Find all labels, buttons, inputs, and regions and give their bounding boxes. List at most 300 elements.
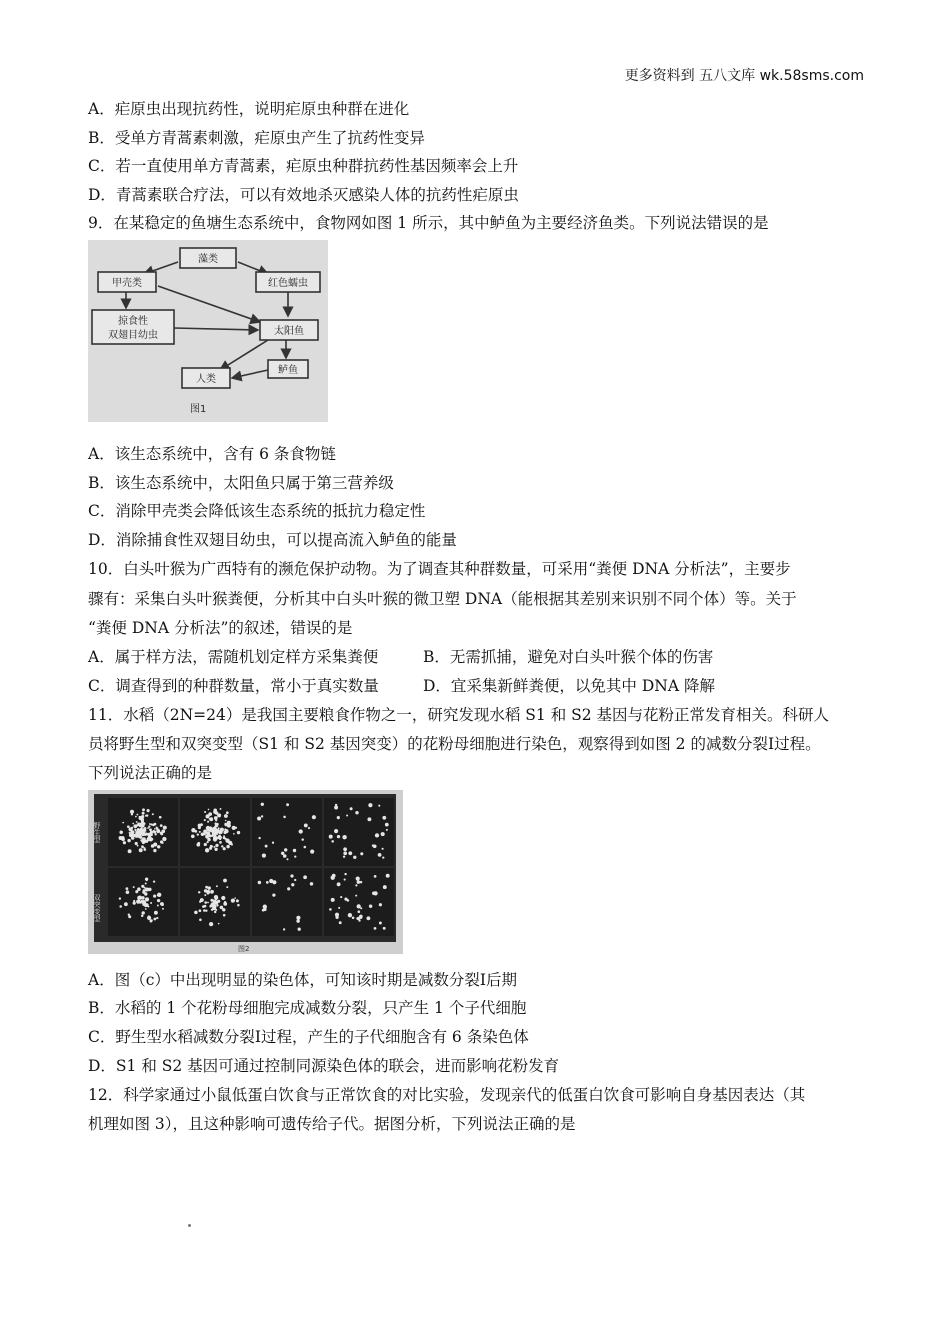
chromosome-speck [214, 911, 216, 913]
svg-text:藻类: 藻类 [198, 254, 218, 265]
chromosome-speck [119, 897, 121, 899]
chromosome-speck [214, 895, 218, 899]
chromosome-speck [386, 874, 390, 878]
chromosome-speck [359, 915, 363, 919]
chromosome-speck [207, 832, 209, 834]
chromosome-speck [132, 823, 134, 825]
chromosome-speck [199, 831, 201, 833]
chromosome-speck [200, 823, 203, 826]
chromosome-speck [207, 886, 210, 889]
q11-option-b: B．水稻的 1 个花粉母细胞完成减数分裂，只产生 1 个子代细胞 [88, 999, 527, 1017]
q11-stem-line-3: 下列说法正确的是 [88, 764, 213, 782]
chromosome-speck [121, 837, 125, 841]
chromosome-speck [265, 845, 268, 848]
chromosome-speck [378, 853, 382, 857]
chromosome-speck [216, 885, 218, 887]
chromosome-speck [197, 842, 200, 845]
chromosome-speck [133, 886, 135, 888]
chromosome-speck [334, 806, 338, 810]
chromosome-speck [141, 824, 143, 826]
q9-option-d: D．消除捕食性双翅目幼虫，可以提高流入鲈鱼的能量 [88, 531, 457, 549]
chromosome-speck [347, 899, 350, 902]
chromosome-speck [211, 902, 213, 904]
chromosome-speck [294, 879, 296, 881]
chromosome-speck [234, 897, 236, 899]
q8-option-d: D．青蒿素联合疗法，可以有效地杀灭感染人体的抗药性疟原虫 [88, 186, 519, 204]
chromosome-speck [261, 815, 263, 817]
chromosome-speck [144, 887, 146, 889]
chromosome-speck [358, 919, 360, 921]
svg-text:掠食性: 掠食性 [118, 316, 148, 327]
chromosome-speck [310, 882, 313, 885]
chromosome-speck [221, 845, 223, 847]
chromosome-speck [308, 827, 310, 829]
chromosome-speck [231, 899, 235, 903]
q10-stem-line-1: 10．白头叶猴为广西特有的濒危保护动物。为了调查其种群数量，可采用“粪便 DNA 分析法”，主要步 [88, 560, 791, 578]
chromosome-speck [205, 910, 207, 912]
chromosome-speck [261, 803, 264, 806]
chromosome-speck [291, 883, 294, 886]
q10-option-a: A．属于样方法，需随机划定样方采集粪便 [88, 648, 379, 666]
chromosome-speck [142, 831, 145, 834]
chromosome-speck [163, 826, 167, 830]
chromosome-speck [197, 833, 199, 835]
chromosome-speck [355, 884, 357, 886]
chromosome-speck [152, 813, 154, 815]
chromosome-speck [383, 927, 386, 930]
chromosome-speck [223, 847, 226, 850]
chromosome-speck [304, 823, 308, 827]
chromosome-speck [342, 835, 346, 839]
svg-text:人类: 人类 [196, 374, 216, 385]
chromosome-speck [331, 840, 334, 843]
chromosome-speck [126, 890, 130, 894]
chromosome-speck [206, 814, 210, 818]
chromosome-speck [137, 828, 140, 831]
chromosome-speck [257, 816, 261, 820]
chromosome-speck [160, 824, 163, 827]
chromosome-speck [304, 846, 307, 849]
chromosome-speck [218, 836, 221, 839]
chromosome-speck [142, 812, 145, 815]
chromosome-speck [142, 808, 145, 811]
chromosome-speck [350, 807, 353, 810]
chromosome-speck [223, 831, 226, 834]
chromosome-speck [298, 928, 301, 931]
chromosome-speck [194, 911, 198, 915]
site-header: 更多资料到 五八文库 wk.58sms.com [624, 68, 864, 84]
chromosome-speck [224, 901, 226, 903]
q9-stem: 9．在某稳定的鱼塘生态系统中，食物网如图 1 所示，其中鲈鱼为主要经济鱼类。下列说法错误的是 [88, 214, 769, 232]
edge-sunfish-human [220, 340, 268, 370]
q8-option-c: C．若一直使用单方青蒿素，疟原虫种群抗药性基因频率会上升 [88, 157, 519, 175]
chromosome-speck [130, 810, 134, 814]
chromosome-speck [154, 823, 157, 826]
chromosome-speck [135, 890, 138, 893]
chromosome-speck [144, 840, 146, 842]
chromosome-speck [144, 848, 146, 850]
chromosome-speck [360, 907, 362, 909]
edge-bass-human [232, 370, 268, 378]
chromosome-speck [214, 822, 216, 824]
chromosome-speck [258, 881, 261, 884]
chromosome-speck [210, 845, 213, 848]
svg-text:甲壳类: 甲壳类 [112, 278, 142, 289]
q10-options-row-1 [88, 646, 713, 668]
chromosome-speck [204, 843, 207, 846]
chromosome-speck [212, 829, 216, 833]
chromosome-speck [368, 803, 372, 807]
chromosome-speck [367, 817, 371, 821]
q10-option-c: C．调查得到的种群数量，常小于真实数量 [88, 677, 379, 695]
chromosome-speck [215, 909, 217, 911]
chromosome-speck [201, 833, 205, 837]
chromosome-speck [141, 896, 145, 900]
chromosome-speck [344, 879, 346, 881]
chromosome-speck [145, 815, 147, 817]
chromosome-speck [357, 904, 361, 908]
chromosome-speck [369, 904, 372, 907]
chromosome-speck [337, 882, 341, 886]
q10-option-d: D．宜采集新鲜粪便，以免其中 DNA 降解 [423, 677, 715, 695]
chromosome-speck [160, 833, 163, 836]
chromosome-speck [146, 879, 148, 881]
q10-stem-line-3: “粪便 DNA 分析法”的叙述，错误的是 [88, 619, 353, 637]
chromosome-speck [375, 833, 379, 837]
svg-text:太阳鱼: 太阳鱼 [274, 326, 304, 337]
chromosome-speck [329, 835, 333, 839]
chromosome-speck [283, 816, 286, 819]
q11-option-c: C．野生型水稻减数分裂Ⅰ过程，产生的子代细胞含有 6 条染色体 [88, 1028, 529, 1046]
chromosome-speck [142, 900, 146, 904]
q10-option-b: B．无需抓捕，避免对白头叶猴个体的伤害 [423, 648, 714, 666]
q8-option-a: A．疟原虫出现抗药性，说明疟原虫种群在进化 [88, 100, 410, 118]
chromosome-speck [286, 803, 289, 806]
chromosome-speck [162, 908, 164, 910]
chromosome-speck [348, 913, 352, 917]
chromosome-speck [272, 842, 274, 844]
figure-1-caption: 图1 [190, 404, 207, 415]
chromosome-speck [331, 876, 335, 880]
chromosome-speck [334, 829, 338, 833]
node-crustacean [98, 272, 156, 292]
figure-2-caption: 图2 [238, 945, 250, 953]
chromosome-speck [154, 828, 156, 830]
chromosome-speck [296, 916, 300, 920]
chromosome-speck [119, 905, 122, 908]
chromosome-speck [226, 811, 229, 814]
chromosome-speck [223, 879, 227, 883]
chromosome-speck [207, 821, 209, 823]
chromosome-speck [213, 846, 215, 848]
chromosome-speck [262, 854, 266, 858]
chromosome-speck [136, 821, 138, 823]
chromosome-speck [353, 856, 356, 859]
q11-stem-line-1: 11．水稻（2N=24）是我国主要粮食作物之一，研究发现水稻 S1 和 S2 基因与花粉正常发育相关。科研人 [88, 706, 830, 724]
chromosome-speck [220, 808, 222, 810]
row-label-double-mutant: 双突变型 [93, 894, 101, 922]
chromosome-speck [337, 816, 340, 819]
chromosome-speck [198, 826, 201, 829]
chromosome-speck [161, 904, 163, 906]
chromosome-speck [153, 895, 156, 898]
node-bass [268, 360, 308, 378]
chromosome-speck [355, 811, 358, 814]
chromosome-speck [269, 879, 273, 883]
chromosome-speck [139, 848, 143, 852]
chromosome-speck [157, 899, 160, 902]
chromosome-speck [157, 905, 159, 907]
chromosome-speck [263, 908, 266, 911]
food-web-figure [88, 240, 328, 422]
chromosome-speck [287, 887, 290, 890]
chromosome-speck [162, 837, 166, 841]
chromosome-speck [207, 902, 209, 904]
chromosome-speck [153, 849, 156, 852]
chromosome-speck [357, 910, 360, 913]
q10-stem-line-2: 骤有：采集白头叶猴粪便，分析其中白头叶猴的微卫塑 DNA（能根据其差别来识别不同个体）等。关于 [88, 590, 797, 608]
chromosome-speck [209, 818, 211, 820]
chromosome-speck [224, 838, 226, 840]
chromosome-speck [208, 809, 210, 811]
chromosome-speck [199, 918, 202, 921]
chromosome-speck [148, 906, 150, 908]
chromosome-speck [233, 833, 235, 835]
chromosome-speck [237, 904, 240, 907]
chromosome-speck [283, 928, 285, 930]
chromosome-speck [299, 829, 303, 833]
chromosome-speck [147, 833, 150, 836]
chromosome-speck [235, 827, 237, 829]
chromosome-speck [131, 831, 134, 834]
chromosome-speck [154, 911, 158, 915]
chromosome-speck [343, 851, 347, 855]
chromosome-speck [144, 892, 147, 895]
chromosome-speck [135, 831, 139, 835]
q9-option-c: C．消除甲壳类会降低该生态系统的抵抗力稳定性 [88, 502, 426, 520]
chromosome-speck [266, 881, 269, 884]
chromosome-speck [210, 891, 213, 894]
chromosome-speck [148, 826, 150, 828]
chromosome-speck [312, 815, 316, 819]
row-label-wild-type: 野生型 [93, 822, 101, 843]
chromosome-speck [204, 819, 206, 821]
chromosome-speck [145, 908, 147, 910]
chromosome-speck [207, 838, 210, 841]
chromosome-speck [352, 917, 355, 920]
q11-option-a: A．图（c）中出现明显的染色体，可知该时期是减数分裂Ⅰ后期 [88, 971, 517, 989]
chromosome-speck [161, 842, 163, 844]
micrograph-panel [252, 868, 322, 936]
chromosome-speck [122, 836, 124, 838]
q12-stem-line-2: 机理如图 3），且这种影响可遗传给子代。据图分析，下列说法正确的是 [88, 1115, 576, 1133]
chromosome-speck [128, 849, 132, 853]
chromosome-speck [124, 902, 128, 906]
chromosome-speck [150, 902, 152, 904]
chromosome-speck [343, 856, 345, 858]
q9-option-a: A．该生态系统中，含有 6 条食物链 [88, 445, 336, 463]
chromosome-speck [191, 828, 195, 832]
node-human [182, 368, 230, 388]
chromosome-speck [214, 848, 217, 851]
chromosome-speck [198, 891, 200, 893]
chromosome-speck [294, 855, 296, 857]
chromosome-speck [221, 896, 225, 900]
chromosome-speck [348, 851, 352, 855]
chromosome-speck [144, 834, 147, 837]
q11-option-d: D．S1 和 S2 基因可通过控制同源染色体的联会，进而影响花粉发育 [88, 1057, 560, 1075]
chromosome-speck [303, 875, 307, 879]
chromosome-speck [329, 908, 332, 911]
chromosome-speck [360, 852, 363, 855]
chromosome-speck [207, 892, 210, 895]
svg-text:红色蠕虫: 红色蠕虫 [268, 278, 308, 289]
edge-larva-sunfish [174, 328, 258, 330]
chromosome-speck [139, 836, 142, 839]
chromosome-speck [290, 874, 293, 877]
chromosome-speck [217, 900, 220, 903]
chromosome-speck [344, 873, 346, 875]
chromosome-speck [366, 916, 370, 920]
chromosome-speck [135, 842, 138, 845]
chromosome-speck [284, 848, 287, 851]
chromosome-speck [153, 918, 156, 921]
chromosome-speck [237, 831, 240, 834]
chromosome-speck [199, 909, 202, 912]
svg-text:双翅目幼虫: 双翅目幼虫 [108, 330, 158, 341]
node-red-worm [256, 272, 320, 292]
chromosome-speck [128, 915, 131, 918]
chromosome-speck [224, 814, 228, 818]
chromosome-speck [383, 885, 387, 889]
chromosome-speck [209, 905, 212, 908]
chromosome-speck [372, 844, 375, 847]
chromosome-speck [222, 908, 225, 911]
chromosome-speck [272, 893, 275, 896]
chromosome-speck [301, 838, 303, 840]
chromosome-speck [374, 875, 377, 878]
chromosome-speck [356, 877, 360, 881]
chromosome-speck [136, 814, 138, 816]
chromosome-speck [340, 896, 342, 898]
chromosome-speck [146, 899, 148, 901]
chromosome-speck [217, 904, 219, 906]
chromosome-speck [215, 844, 218, 847]
chromosome-speck [141, 845, 144, 848]
chromosome-speck [226, 886, 228, 888]
chromosome-speck [141, 818, 144, 821]
chromosome-speck [135, 816, 137, 818]
chromosome-speck [200, 899, 202, 901]
chromosome-speck [331, 898, 335, 902]
svg-text:鲈鱼: 鲈鱼 [278, 365, 298, 376]
chromosome-speck [215, 819, 217, 821]
chromosome-speck [337, 835, 340, 838]
chromosome-speck [236, 899, 239, 902]
chromosome-speck [149, 823, 151, 825]
chromosome-speck [296, 919, 299, 922]
chromosome-speck [156, 827, 158, 829]
chromosome-speck [145, 887, 149, 891]
chromosome-speck [159, 816, 162, 819]
chromosome-speck [225, 820, 227, 822]
node-algae [180, 248, 236, 268]
chromosome-speck [355, 895, 357, 897]
scan-speck [188, 1224, 191, 1227]
chromosome-speck [139, 901, 142, 904]
chromosome-speck [310, 850, 314, 854]
meiosis-micrograph-figure [88, 790, 403, 954]
chromosome-speck [157, 893, 161, 897]
chromosome-speck [140, 839, 143, 842]
chromosome-speck [155, 833, 157, 835]
chromosome-speck [211, 835, 214, 838]
chromosome-speck [147, 809, 150, 812]
chromosome-speck [156, 917, 158, 919]
chromosome-speck [374, 927, 377, 930]
chromosome-speck [335, 916, 338, 919]
chromosome-speck [157, 831, 159, 833]
chromosome-speck [204, 811, 206, 813]
chromosome-speck [205, 848, 209, 852]
chromosome-speck [357, 880, 361, 884]
chromosome-speck [223, 835, 225, 837]
chromosome-speck [212, 899, 215, 902]
chromosome-speck [203, 909, 206, 912]
chromosome-speck [126, 887, 129, 890]
chromosome-speck [153, 843, 157, 847]
chromosome-speck [153, 880, 155, 882]
chromosome-speck [191, 834, 195, 838]
chromosome-speck [161, 829, 165, 833]
chromosome-speck [133, 900, 135, 902]
chromosome-speck [127, 839, 130, 842]
chromosome-speck [137, 823, 141, 827]
chromosome-speck [127, 825, 130, 828]
chromosome-speck [214, 834, 217, 837]
chromosome-speck [137, 845, 139, 847]
chromosome-speck [202, 905, 205, 908]
chromosome-speck [293, 849, 296, 852]
chromosome-speck [231, 843, 233, 845]
chromosome-speck [382, 856, 384, 858]
chromosome-speck [209, 922, 213, 926]
chromosome-speck [227, 823, 231, 827]
chromosome-speck [219, 841, 222, 844]
chromosome-speck [142, 911, 145, 914]
node-predatory-larva [92, 310, 174, 344]
chromosome-speck [382, 848, 384, 850]
chromosome-speck [148, 915, 150, 917]
q9-option-b: B．该生态系统中，太阳鱼只属于第三营养级 [88, 474, 394, 492]
chromosome-speck [258, 837, 260, 839]
chromosome-speck [226, 845, 229, 848]
chromosome-speck [283, 854, 287, 858]
chromosome-speck [122, 822, 124, 824]
chromosome-speck [372, 892, 376, 896]
chromosome-speck [123, 841, 126, 844]
q10-options-row-2 [88, 675, 715, 697]
chromosome-speck [339, 921, 342, 924]
chromosome-speck [382, 816, 386, 820]
chromosome-speck [223, 914, 226, 917]
chromosome-speck [204, 901, 207, 904]
chromosome-speck [286, 858, 288, 860]
chromosome-speck [385, 823, 389, 827]
chromosome-speck [338, 907, 340, 909]
chromosome-speck [386, 829, 388, 831]
chromosome-speck [379, 903, 382, 906]
